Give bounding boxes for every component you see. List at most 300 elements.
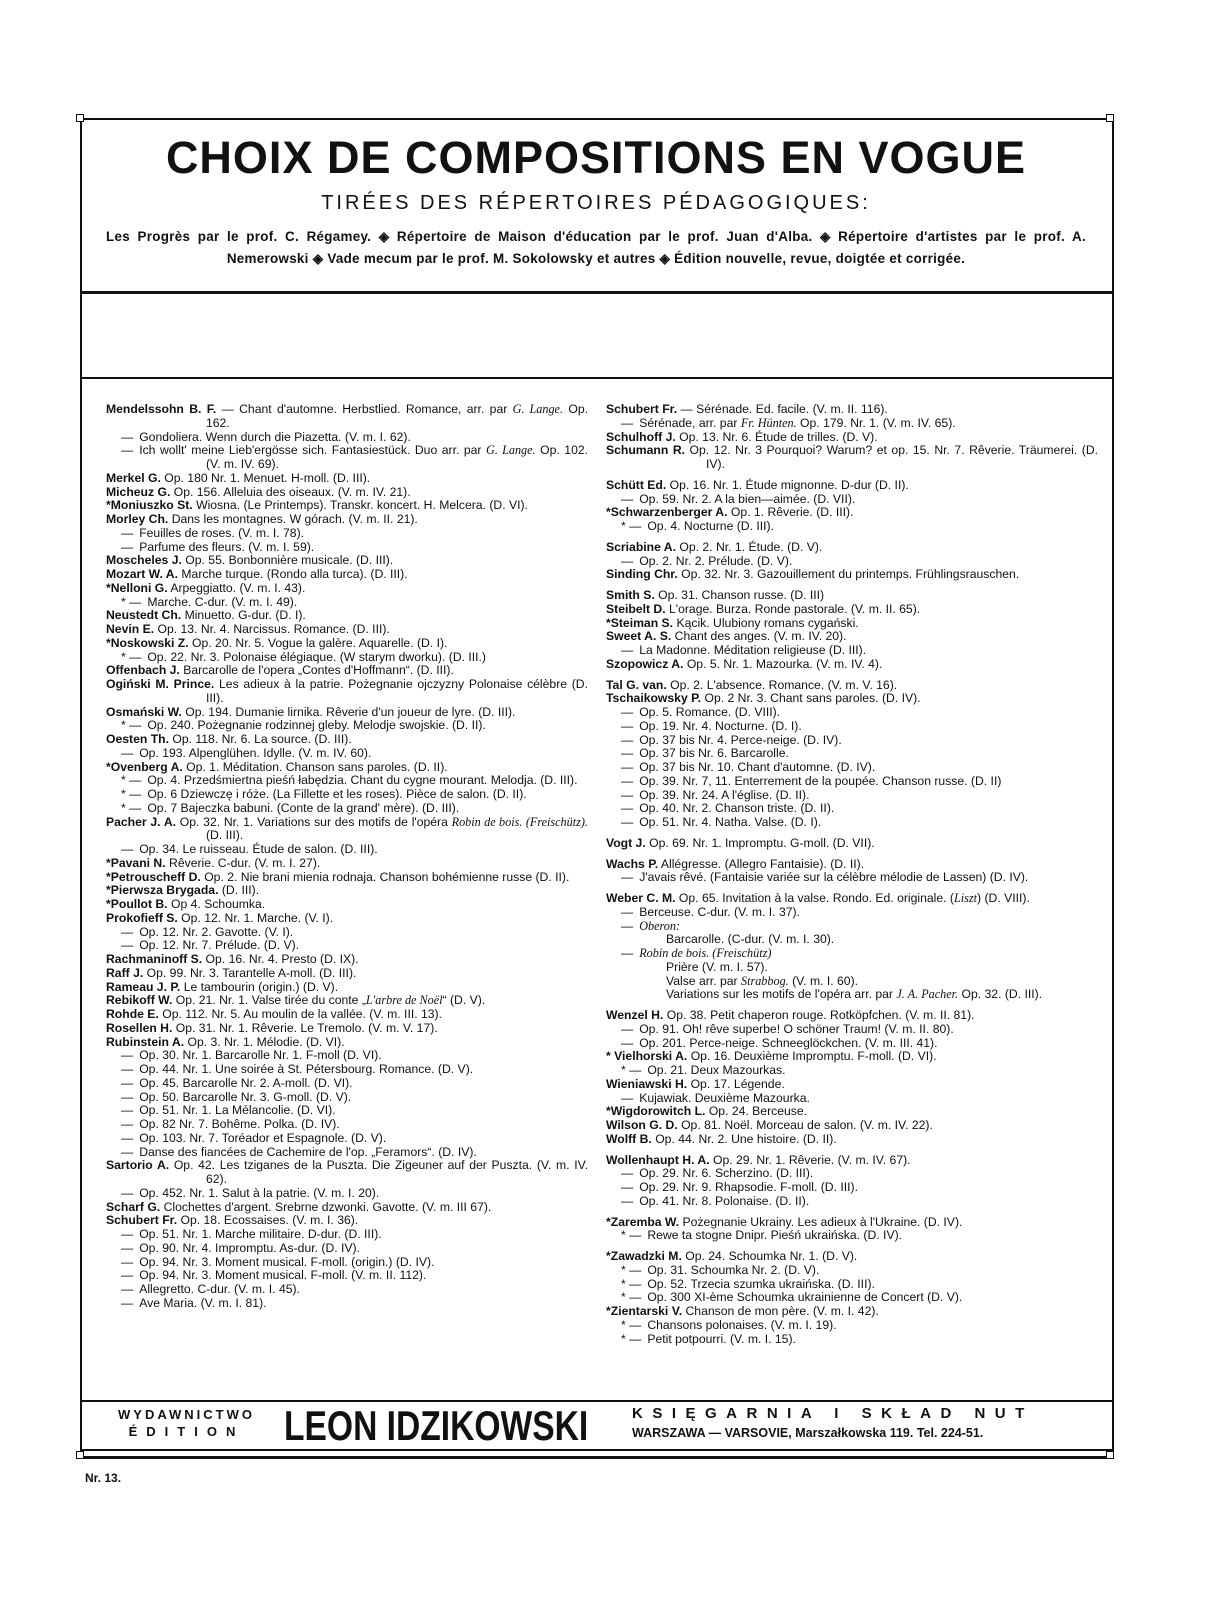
catalog-entry [606, 617, 1098, 631]
work-title-italic: G. Lange. [512, 402, 564, 416]
composer-name: Morley Ch. [106, 512, 169, 526]
catalog-entry [606, 837, 1098, 851]
work-description: Op. 102. (V. m. IV. 69). [206, 443, 589, 471]
composer-name: *Zawadzki M. [606, 1249, 682, 1263]
ditto-dash: — [621, 773, 634, 788]
header-rule [80, 291, 1112, 294]
work-description: Marche turque. (Rondo alla turca). (D. III). [181, 567, 408, 581]
work-description: Op. 65. Invitation à la valse. Rondo. Ed. originale. ( [678, 891, 954, 905]
work-description: Op. 24. Berceuse. [708, 1104, 808, 1119]
work-description: Danse des fiancées de Cachemire de l'op. „Feramors“. (D. IV). [139, 1144, 477, 1159]
publisher-address: WARSZAWA — VARSOVIE, Marszałkowska 119. Tel. 224-51. [632, 1426, 984, 1440]
work-description: Ave Maria. (V. m. I. 81). [139, 1295, 267, 1310]
catalog-entry [106, 761, 588, 775]
catalog-entry [606, 1023, 1098, 1037]
corner-ornament [76, 114, 84, 122]
work-description: Op. 201. Perce-neige. Schneeglöckchen. (V. m. III. 41). [639, 1035, 938, 1050]
composer-name: Rameau J. P. [106, 979, 181, 994]
catalog-entry [606, 541, 1098, 555]
work-description: Op. 31. Nr. 1. Rêverie. Le Tremolo. (V. m. V. 17). [175, 1020, 438, 1035]
composer-name: *Schwarzenberger A. [606, 505, 728, 520]
ditto-dash: — [121, 1089, 134, 1104]
ditto-dash: — [621, 415, 634, 430]
catalog-entry [106, 981, 588, 995]
corner-ornament [76, 1451, 84, 1459]
catalog-entry [106, 431, 588, 445]
catalog-entry [606, 1305, 1098, 1319]
composer-name: Osmański W. [106, 704, 182, 719]
composer-name: *Pierwsza Brygada. [106, 883, 219, 898]
ditto-dash: — [121, 1227, 134, 1241]
composer-name: Sweet A. S. [606, 629, 672, 644]
catalog-entry [106, 1049, 588, 1063]
work-description: Op. 29. Nr. 6. Scherzino. (D. III). [639, 1166, 814, 1181]
ditto-dash: — [121, 1144, 134, 1159]
catalog-entry [106, 541, 588, 555]
catalog-entry [606, 734, 1098, 748]
catalog-group [606, 1154, 1098, 1209]
work-description: Op. 81. Noël. Morceau de salon. (V. m. IV. 22). [681, 1118, 933, 1132]
ditto-dash: — [121, 1048, 134, 1063]
ditto-dash: — [121, 938, 134, 953]
catalog-entry [606, 568, 1098, 582]
composer-name: *Wigdorowitch L. [606, 1104, 706, 1119]
composer-name: Schubert Fr. [106, 1213, 178, 1228]
ditto-dash: — [121, 1240, 134, 1255]
page-title: CHOIX DE COMPOSITIONS EN VOGUE [165, 132, 1027, 183]
catalog-entry [606, 1167, 1098, 1181]
work-description: Op. 240. Pożegnanie rodzinnej gleby. Melodje swojskie. (D. II). [147, 718, 486, 733]
ditto-dash: — [621, 643, 634, 657]
work-description: L'orage. Burza. Ronde pastorale. (V. m. II. 65). [668, 601, 921, 616]
composer-name: Prokofieff S. [106, 910, 178, 925]
work-description: Op. 5. Romance. (D. VIII). [639, 705, 781, 719]
catalog-entry [106, 499, 588, 513]
ditto-dash: — [621, 732, 634, 747]
catalog-entry [106, 843, 588, 857]
ditto-dash: — [621, 904, 634, 919]
catalog-entry [106, 609, 588, 623]
composer-name: Sinding Chr. [606, 567, 678, 582]
catalog-entry [606, 947, 1098, 961]
catalog-entry [106, 596, 588, 610]
work-description: Op. 2. Nr. 1. Étude. (D. V). [679, 539, 823, 554]
catalog-entry [606, 1133, 1098, 1147]
work-description: Ich wollt' meine Lieb'ergösse sich. Fantasiestück. Duo arr. par [139, 443, 487, 458]
ditto-dash: — [121, 1282, 134, 1296]
catalog-entry [106, 967, 588, 981]
work-description: Op. 16. Deuxième Impromptu. F-moll. (D. VI). [690, 1049, 937, 1064]
work-description: Op. 300 XI-ème Schoumka ukrainienne de Concert (D. V). [647, 1290, 963, 1305]
catalog-entry [106, 1228, 588, 1242]
ditto-dash: — [121, 1295, 134, 1310]
composer-name: *Moniuszko St. [106, 498, 193, 513]
catalog-entry [106, 1132, 588, 1146]
work-description: Op. 13. Nr. 4. Narcissus. Romance. (D. III). [157, 622, 390, 636]
work-description: Op. 37 bis Nr. 10. Chant d'automne. (D. IV). [639, 760, 876, 774]
work-description: Op. 20. Nr. 5. Vogue la galère. Aquarelle. (D. I). [192, 635, 448, 650]
ditto-dash: * — [121, 787, 142, 801]
ditto-dash: — [121, 525, 134, 540]
composer-name: Pacher J. A. [106, 814, 177, 829]
work-description: Barcarolle. (C-dur. (V. m. I. 30). [666, 932, 835, 947]
ditto-dash: — [621, 787, 634, 802]
work-description: Kujawiak. Deuxième Mazourka. [639, 1090, 810, 1105]
catalog-entry [106, 513, 588, 527]
composer-name: Schubert Fr. [606, 402, 678, 416]
work-description: Op. 19. Nr. 4. Nocturne. (D. I). [639, 718, 802, 733]
catalog-entry [606, 1195, 1098, 1209]
catalog-entry [106, 1214, 588, 1228]
composer-name: Rosellen H. [106, 1020, 173, 1035]
composer-name: Oesten Th. [106, 732, 169, 746]
catalog-entry [606, 988, 1098, 1002]
work-description: — Sérénade. Ed. facile. (V. m. II. 116). [680, 402, 888, 416]
catalog-entry [606, 961, 1098, 975]
composer-name: Wachs P. [606, 856, 659, 871]
ditto-dash: — [621, 718, 634, 733]
work-description: Dans les montagnes. W górach. (V. m. II. 21). [171, 512, 418, 526]
work-title-italic: Fr. Hünten. [740, 415, 797, 430]
composer-name: Steibelt D. [606, 601, 666, 616]
corner-ornament [1106, 114, 1114, 122]
catalog-entry [106, 486, 588, 500]
composer-name: Rachmaninoff S. [106, 952, 203, 966]
catalog-entry [106, 1269, 588, 1283]
work-description: Op. 21. Deux Mazourkas. [647, 1063, 786, 1077]
catalog-entry [606, 920, 1098, 934]
catalog-group [606, 1216, 1098, 1244]
work-description: Op. 2 Nr. 3. Chant sans paroles. (D. IV). [704, 691, 921, 706]
work-description: Berceuse. C-dur. (V. m. I. 37). [639, 904, 800, 919]
work-description: Op. 29. Nr. 9. Rhapsodie. F-moll. (D. III). [639, 1180, 858, 1194]
corner-ornament [1106, 1451, 1114, 1459]
catalog-entry [106, 623, 588, 637]
work-description: Op. 156. Alleluia des oiseaux. (V. m. IV. 21). [173, 484, 411, 499]
work-title-italic: L'arbre de Noël [365, 993, 443, 1008]
ditto-dash: — [621, 1021, 634, 1036]
catalog-entry [106, 527, 588, 541]
catalog-entry [106, 884, 588, 898]
work-description: Marche. C-dur. (V. m. I. 49). [147, 594, 298, 609]
work-description: Op. 7 Bajeczka babuni. (Conte de la grand' mère). (D. III). [147, 800, 460, 815]
catalog-entry [106, 719, 588, 733]
composer-name: Neustedt Ch. [106, 608, 182, 623]
composer-name: Wolff B. [606, 1131, 652, 1146]
work-description: Op. 2. Nr. 2. Prélude. (D. V). [639, 553, 793, 568]
work-description: Op. 118. Nr. 6. La source. (D. III). [172, 732, 352, 746]
catalog-entry [606, 747, 1098, 761]
catalog-entry [606, 603, 1098, 617]
ditto-dash: — [121, 1103, 134, 1118]
work-description: Feuilles de roses. (V. m. I. 78). [139, 525, 305, 540]
ditto-dash: — [621, 1090, 634, 1105]
composer-name: Wenzel H. [606, 1008, 664, 1022]
publisher-label-french: ÉDITION [128, 1424, 245, 1439]
work-description: Op. 90. Nr. 4. Impromptu. As-dur. (D. IV). [139, 1240, 360, 1255]
catalog-entry [606, 1064, 1098, 1078]
ditto-dash: * — [121, 773, 142, 788]
composer-name: Tal G. van. [606, 677, 667, 692]
work-description: (D. III). [206, 828, 244, 843]
composer-name: Nevin E. [106, 622, 155, 636]
catalog-entry [106, 1201, 588, 1215]
work-description: Prière (V. m. I. 57). [666, 959, 768, 974]
catalog-entry [106, 774, 588, 788]
ditto-dash: — [121, 1117, 134, 1131]
catalog-entry [606, 720, 1098, 734]
work-description: Minuetto. G-dur. (D. I). [184, 608, 306, 623]
work-description: Op. 18. Ecossaises. (V. m. I. 36). [180, 1213, 359, 1228]
composer-name: Weber C. M. [606, 891, 676, 905]
work-description: (V. m. I. 60). [788, 973, 859, 988]
catalog-entry [106, 926, 588, 940]
catalog-entry [106, 802, 588, 816]
ditto-dash: — [121, 1254, 134, 1269]
ditto-dash: * — [121, 718, 142, 733]
ditto-dash: — [621, 870, 634, 885]
catalog-entry [606, 1050, 1098, 1064]
work-description: Op. 2. Nie brani mienia rodnaja. Chanson bohémienne russe (D. II). [204, 869, 570, 884]
catalog-entry [106, 444, 588, 472]
work-description: ) (D. VIII). [977, 891, 1030, 905]
work-description: Op. 24. Schoumka Nr. 1. (D. V). [685, 1249, 858, 1263]
ditto-dash: — [121, 1268, 134, 1283]
composer-name: Smith S. [606, 588, 655, 602]
catalog-entry [106, 788, 588, 802]
catalog-entry [606, 493, 1098, 507]
ditto-dash: * — [121, 800, 142, 815]
ditto-dash: — [121, 842, 134, 856]
work-description: Op. 44. Nr. 1. Une soirée à St. Pétersbourg. Romance. (D. V). [139, 1062, 474, 1076]
ditto-dash: — [121, 539, 134, 554]
catalog-entry [606, 871, 1098, 885]
work-title-italic: G. Lange. [486, 443, 536, 458]
catalog-entry [606, 555, 1098, 569]
footer-top-rule [80, 1400, 1112, 1402]
catalog-entry [606, 1078, 1098, 1092]
catalog-entry [106, 637, 588, 651]
work-description: Pożegnanie Ukrainy. Les adieux à l'Ukraine. (D. IV). [682, 1214, 963, 1229]
composer-name: *Noskowski Z. [106, 635, 189, 650]
catalog-entry [606, 1119, 1098, 1133]
catalog-entry [106, 939, 588, 953]
work-description: Kącik. Ulubiony romans cygański. [676, 615, 859, 630]
work-description: Clochettes d'argent. Srebrne dzwonki. Gavotte. (V. m. III 67). [163, 1199, 492, 1214]
catalog-entry [606, 403, 1098, 417]
catalog-entry [106, 1187, 588, 1201]
work-description: Parfume des fleurs. (V. m. I. 59). [139, 539, 315, 554]
work-description: Op. 5. Nr. 1. Mazourka. (V. m. IV. 4). [686, 656, 883, 671]
catalog-entry [606, 1333, 1098, 1347]
catalog-entry [106, 664, 588, 678]
composer-name: Mozart W. A. [106, 567, 178, 581]
catalog-entry [106, 1146, 588, 1160]
composer-name: Rebikoff W. [106, 993, 173, 1008]
content-top-rule [80, 377, 1112, 379]
ditto-dash: — [621, 553, 634, 568]
work-description: Op. 12. Nr. 1. Marche. (V. I). [181, 910, 334, 925]
catalog-group [106, 403, 588, 1311]
work-description: Gondoliera. Wenn durch die Piazetta. (V. m. I. 62). [139, 429, 411, 444]
catalog-group [606, 589, 1098, 672]
ditto-dash: — [121, 1185, 134, 1200]
catalog-entry [106, 651, 588, 665]
ditto-dash: — [621, 918, 634, 933]
work-description: Variations sur les motifs de l'opéra arr. par [666, 987, 897, 1002]
ditto-dash: — [621, 1035, 634, 1050]
catalog-group [606, 479, 1098, 534]
work-description: Op. 1. Rêverie. (D. III). [730, 505, 854, 520]
ditto-dash: — [621, 705, 634, 719]
work-description: Op. 13. Nr. 6. Étude de trilles. (D. V). [679, 429, 878, 444]
catalog-entry [606, 706, 1098, 720]
catalog-entry [606, 1154, 1098, 1168]
footer-bottom-rule [80, 1449, 1112, 1451]
composer-name: Ogiński M. Prince. [106, 677, 215, 691]
catalog-entry [606, 1278, 1098, 1292]
ditto-dash: — [621, 746, 634, 761]
catalog-entry [106, 898, 588, 912]
catalog-group [606, 541, 1098, 582]
catalog-entry [606, 679, 1098, 693]
catalog-entry [606, 858, 1098, 872]
catalog-entry [106, 582, 588, 596]
work-description: Op. 51. Nr. 1. Marche militaire. D-dur. (D. III). [139, 1227, 382, 1241]
work-description: Op. 52. Trzecia szumka ukraińska. (D. III). [647, 1276, 875, 1291]
work-description: “ (D. V). [442, 993, 486, 1008]
work-description: Op. 31. Chanson russe. (D. III) [658, 588, 825, 602]
catalog-group [606, 403, 1098, 472]
composer-name: Micheuz G. [106, 484, 171, 499]
work-description: Allégresse. (Allegro Fantaisie). (D. II). [660, 856, 865, 871]
work-description: (D. III). [221, 883, 260, 898]
catalog-entry [606, 1181, 1098, 1195]
composer-name: Offenbach J. [106, 663, 180, 678]
catalog-group [606, 1009, 1098, 1147]
catalog-entry [606, 975, 1098, 989]
catalog-entry [106, 1159, 588, 1187]
ditto-dash: — [621, 946, 634, 960]
work-description: J'avais rêvé. (Fantaisie variée sur la célèbre mélodie de Lassen) (D. IV). [639, 870, 1029, 885]
work-description: Op. 12. Nr. 3 Pourquoi? Warum? et op. 15. Nr. 7. Rêverie. Träumerei. (D. IV). [689, 443, 1099, 471]
composer-name: *Pavani N. [106, 855, 166, 870]
composer-name: Scharf G. [106, 1199, 161, 1214]
work-description: Op. 55. Bonbonnière musicale. (D. III). [185, 553, 394, 568]
work-description: Rêverie. C-dur. (V. m. I. 27). [169, 855, 321, 870]
catalog-entry [106, 1118, 588, 1132]
work-description: Op. 39. Nr. 24. A l'église. (D. II). [639, 787, 810, 802]
catalog-group [606, 892, 1098, 1002]
work-description: Allegretto. C-dur. (V. m. I. 45). [139, 1282, 300, 1296]
catalog-entry [106, 1022, 588, 1036]
catalog-entry [606, 520, 1098, 534]
catalog-entry [106, 816, 588, 844]
catalog-entry [106, 568, 588, 582]
catalog-entry [606, 431, 1098, 445]
work-description: Op. 4. Nocturne (D. III). [647, 519, 774, 533]
catalog-entry [106, 1036, 588, 1050]
work-description: Op. 6 Dziewczę i róże. (La Fillette et les roses). Pièce de salon. (D. II). [147, 787, 527, 801]
repertoire-description: Les Progrès par le prof. C. Régamey. ◈ Répertoire de Maison d'éducation par le prof. Juan d'Alba. ◈ Répertoire d'artistes par le prof. A. Nemerowski ◈ Vade mecum par le prof. M. Sokolowsky et autres ◈ Édition nouvelle, revue, doigtée et corrigée. [106, 229, 1086, 266]
work-description: Valse arr. par [666, 973, 741, 988]
catalog-entry [606, 933, 1098, 947]
work-description: Op. 44. Nr. 2. Une histoire. (D. II). [655, 1131, 837, 1146]
work-description: Op. 4. Przedśmiertna pieśń łabędzia. Chant du cygne mourant. Melodja. (D. III). [147, 773, 578, 788]
work-description: Op. 12. Nr. 2. Gavotte. (V. I). [139, 924, 294, 939]
catalog-entry [606, 816, 1098, 830]
composer-name: Schulhoff J. [606, 429, 676, 444]
ditto-dash: — [621, 760, 634, 774]
ditto-dash: — [621, 801, 634, 816]
ditto-dash: — [621, 491, 634, 506]
composer-name: Tschaikowsky P. [606, 691, 702, 706]
catalog-entry [106, 1091, 588, 1105]
ditto-dash: — [121, 1062, 134, 1076]
publisher-footer [84, 1402, 1108, 1449]
ditto-dash: — [121, 1075, 134, 1090]
composer-name: *Zientarski V. [606, 1304, 683, 1318]
publisher-label [118, 1406, 255, 1440]
composer-name: Rubinstein A. [106, 1034, 185, 1049]
catalog-entry [606, 802, 1098, 816]
work-description: Op. 29. Nr. 1. Rêverie. (V. m. IV. 67). [712, 1152, 911, 1167]
composer-name: *Petrouscheff D. [106, 869, 201, 884]
composer-name: *Steiman S. [606, 615, 674, 630]
work-description: Op. 32. Nr. 3. Gazouillement du printemps. Frühlingsrauschen. [681, 567, 1020, 582]
catalog-entry [106, 747, 588, 761]
shop-name: KSIĘGARNIA I SKŁAD NUT [632, 1405, 1034, 1422]
catalog-entry [106, 912, 588, 926]
work-description: Op. 452. Nr. 1. Salut à la patrie. (V. m. I. 20). [139, 1185, 380, 1200]
work-description: Op. 50. Barcarolle Nr. 3. G-moll. (D. V). [139, 1089, 352, 1104]
ditto-dash: — [121, 443, 134, 458]
composer-name: Raff J. [106, 965, 144, 980]
ditto-dash: * — [621, 519, 642, 533]
composer-name: Schumann R. [606, 443, 686, 458]
work-description: Op. 179. Nr. 1. (V. m. IV. 65). [796, 415, 956, 430]
work-description: Op. 59. Nr. 2. A la bien—aimée. (D. VII). [639, 491, 856, 506]
catalog-entry [606, 1291, 1098, 1305]
ditto-dash: — [621, 1180, 634, 1194]
composer-name: Merkel G. [106, 470, 161, 485]
work-description: Op. 194. Dumanie lirnika. Rêverie d'un joueur de lyre. (D. III). [185, 704, 516, 719]
work-description: Op. 112. Nr. 5. Au moulin de la vallée. (V. m. III. 13). [162, 1007, 442, 1021]
catalog-entry [106, 1077, 588, 1091]
work-description: Wiosna. (Le Printemps). Transkr. koncert. H. Melcera. (D. VI). [196, 498, 528, 513]
composer-name: *Poullot B. [106, 897, 168, 911]
catalog-group [606, 679, 1098, 830]
work-description: Sérénade, arr. par [639, 415, 741, 430]
catalog-entry [106, 1256, 588, 1270]
ditto-dash: — [621, 1166, 634, 1181]
work-description: Op. 34. Le ruisseau. Étude de salon. (D. III). [139, 842, 378, 856]
work-description: Op. 82 Nr. 7. Bohême. Polka. (D. IV). [139, 1117, 340, 1131]
catalog-entry [606, 444, 1098, 472]
ditto-dash: — [621, 1193, 634, 1208]
frame-top-rule [80, 118, 1112, 120]
page-number: Nr. 13. [85, 1471, 122, 1485]
composer-name: Moscheles J. [106, 553, 182, 568]
work-description: Op. 32. Nr. 1. Variations sur des motifs de l'opéra [179, 814, 452, 829]
catalog-entry [606, 789, 1098, 803]
work-description: Op. 91. Oh! rêve superbe! O schöner Traum! (V. m. II. 80). [639, 1021, 954, 1036]
publisher-label-polish: WYDAWNICTWO [118, 1407, 255, 1422]
work-description: Chansons polonaises. (V. m. I. 19). [647, 1317, 837, 1332]
catalog-entry [606, 775, 1098, 789]
catalog-entry [606, 1037, 1098, 1051]
ditto-dash: — [121, 429, 134, 444]
